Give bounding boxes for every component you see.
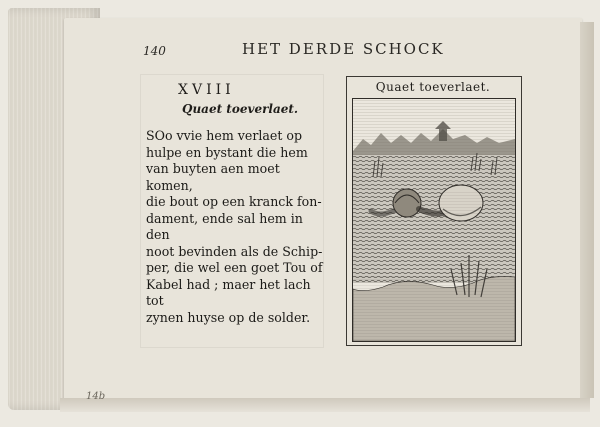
engraving-svg xyxy=(353,99,515,341)
bottom-shadow xyxy=(60,398,590,412)
engraving-illustration xyxy=(352,98,516,342)
engraving-caption: Quaet toeverlaet. xyxy=(375,80,491,94)
page-edges-right xyxy=(580,22,594,398)
running-head: HET DERDE SCHOCK xyxy=(242,40,445,58)
chapter-number: XVIII xyxy=(178,82,235,98)
page-number: 140 xyxy=(143,44,166,58)
chapter-title: Quaet toeverlaet. xyxy=(182,102,299,116)
body-text: SOo vvie hem verlaet op hulpe en bystant die hem van buyten aen moet komen, die bout op een kranck fon- dament, ende sal hem in den noot bevinden als de Schip- per, die wel een goet Tou of Kabel had ; maer het lach tot zynen huyse op de solder. xyxy=(146,128,323,325)
handwritten-note: 14b xyxy=(86,391,106,402)
